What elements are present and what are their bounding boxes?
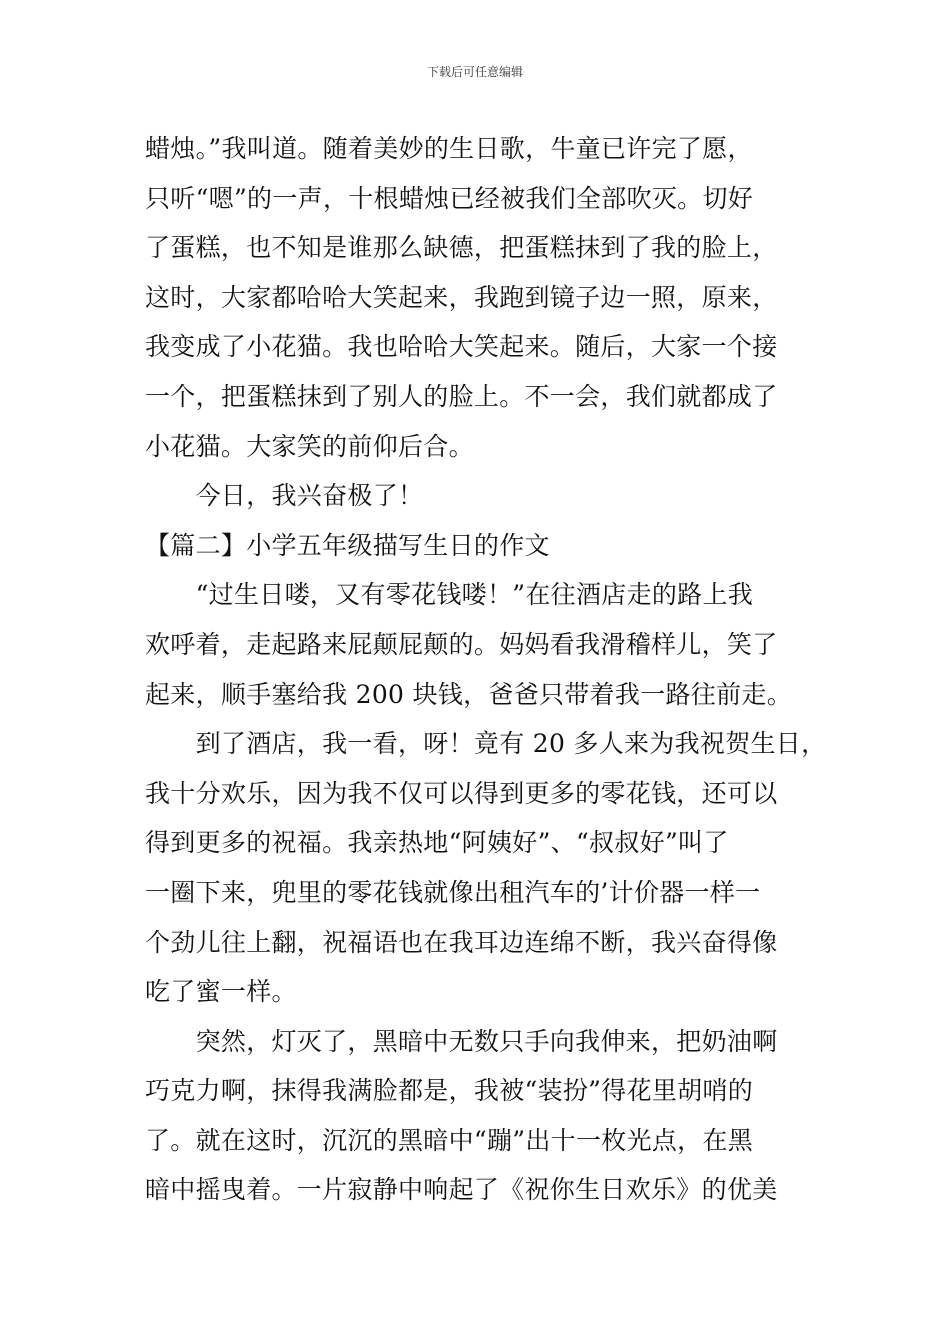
page-header: 下载后可任意编辑: [426, 65, 523, 79]
section-heading: 【篇二】小学五年级描写生日的作文: [145, 530, 550, 560]
text-line: 欢呼着，走起路来屁颠屁颠的。妈妈看我滑稽样儿，笑了: [145, 629, 778, 659]
text-line: 得到更多的祝福。我亲热地“阿姨好”、“叔叔好”叫了: [145, 828, 729, 858]
text-line: 吃了蜜一样。: [145, 977, 297, 1007]
text-line: 巧克力啊，抹得我满脸都是，我被“装扮”得花里胡哨的: [145, 1076, 754, 1106]
text-line: 我变成了小花猫。我也哈哈大笑起来。随后，大家一个接: [145, 332, 778, 362]
text-line: 蜡烛。”我叫道。随着美妙的生日歌，牛童已许完了愿，: [145, 134, 753, 163]
text-line: 了蛋糕，也不知是谁那么缺德，把蛋糕抹到了我的脸上，: [145, 233, 778, 263]
text-line: 今日，我兴奋极了！: [145, 481, 424, 511]
text-line: 一圈下来，兜里的零花钱就像出租汽车的’计价器一样一: [145, 877, 761, 907]
text-line: 一个，把蛋糕抹到了别人的脸上。不一会，我们就都成了: [145, 381, 778, 411]
text-line: 起来，顺手塞给我 200 块钱，爸爸只带着我一路往前走。: [145, 679, 793, 709]
text-line: 我十分欢乐，因为我不仅可以得到更多的零花钱，还可以: [145, 778, 778, 808]
text-line: 个劲儿往上翻，祝福语也在我耳边连绵不断，我兴奋得像: [145, 927, 778, 957]
text-line: 这时，大家都哈哈大笑起来，我跑到镜子边一照，原来，: [145, 282, 778, 312]
text-line: 了。就在这时，沉沉的黑暗中“蹦”出十一枚光点，在黑: [145, 1125, 754, 1155]
text-line: 突然，灯灭了，黑暗中无数只手向我伸来，把奶油啊: [145, 1026, 778, 1056]
text-line: 暗中摇曳着。一片寂静中响起了《祝你生日欢乐》的优美: [145, 1175, 778, 1205]
text-line: “过生日喽，又有零花钱喽！”在往酒店走的路上我: [145, 580, 754, 610]
text-line: 到了酒店，我一看，呀！竟有 20 多人来为我祝贺生日，: [145, 729, 827, 759]
text-line: 只听“嗯”的一声，十根蜡烛已经被我们全部吹灭。切好: [145, 183, 754, 213]
text-line: 小花猫。大家笑的前仰后合。: [145, 431, 474, 461]
essay-body: [145, 124, 825, 1215]
